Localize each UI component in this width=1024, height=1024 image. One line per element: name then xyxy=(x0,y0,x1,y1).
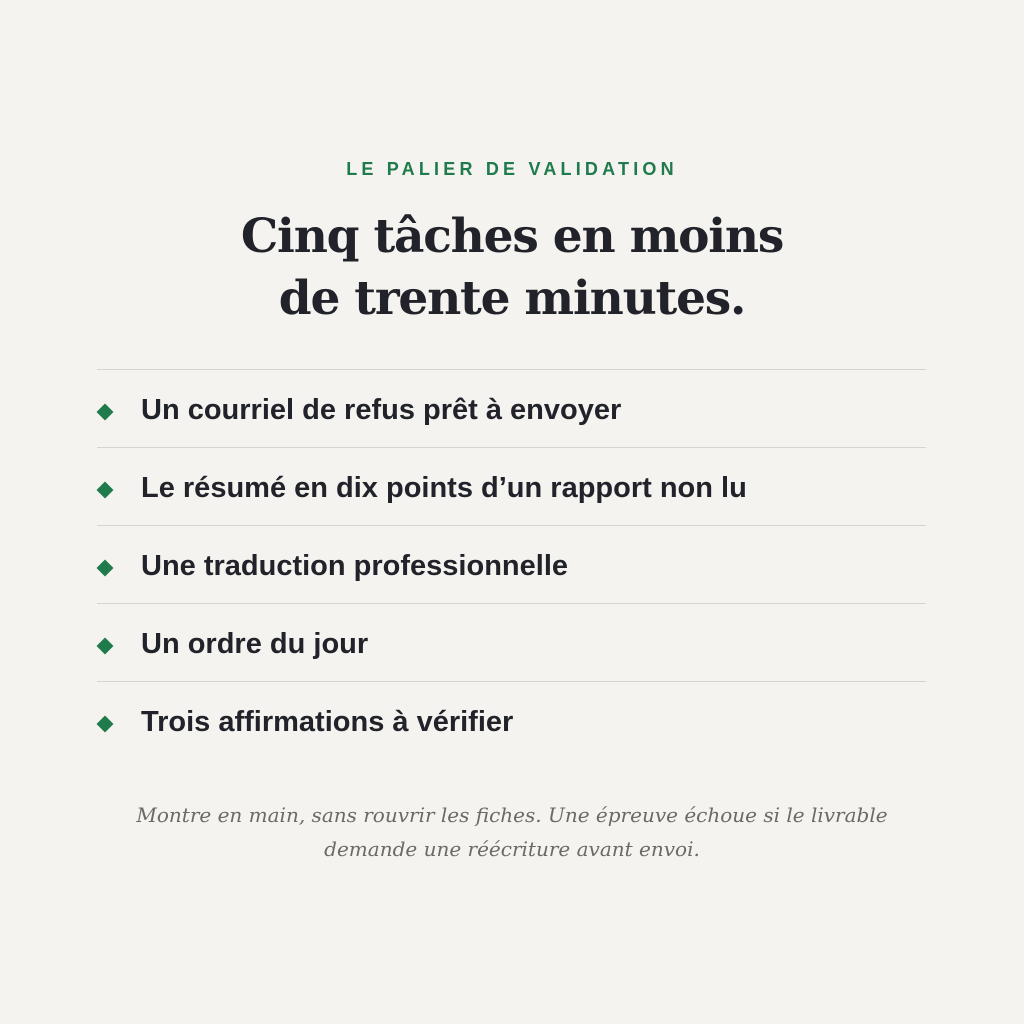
diamond-bullet-icon xyxy=(97,560,114,577)
diamond-bullet-icon xyxy=(97,716,114,733)
list-item xyxy=(97,370,926,448)
footnote xyxy=(112,798,912,866)
diamond-bullet-icon xyxy=(97,482,114,499)
task-label: Un ordre du jour xyxy=(141,628,369,660)
task-list xyxy=(97,369,926,759)
page-title xyxy=(0,206,1024,330)
task-label: Trois affirmations à vérifier xyxy=(141,706,514,738)
list-item xyxy=(97,604,926,682)
title-line-1: Cinq tâches en moins xyxy=(240,209,784,264)
diamond-bullet-icon xyxy=(97,638,114,655)
footnote-line-2: demande une réécriture avant envoi. xyxy=(324,837,700,861)
task-label: Un courriel de refus prêt à envoyer xyxy=(141,394,622,426)
eyebrow-label: LE PALIER DE VALIDATION xyxy=(346,159,678,179)
list-item xyxy=(97,448,926,526)
diamond-bullet-icon xyxy=(97,404,114,421)
footnote-line-1: Montre en main, sans rouvrir les fiches. Une épreuve échoue si le livrable xyxy=(136,803,888,827)
title-line-2: de trente minutes. xyxy=(278,271,746,326)
list-item xyxy=(97,526,926,604)
list-item xyxy=(97,682,926,759)
task-label: Une traduction professionnelle xyxy=(141,550,568,582)
task-label: Le résumé en dix points d’un rapport non lu xyxy=(141,472,747,504)
